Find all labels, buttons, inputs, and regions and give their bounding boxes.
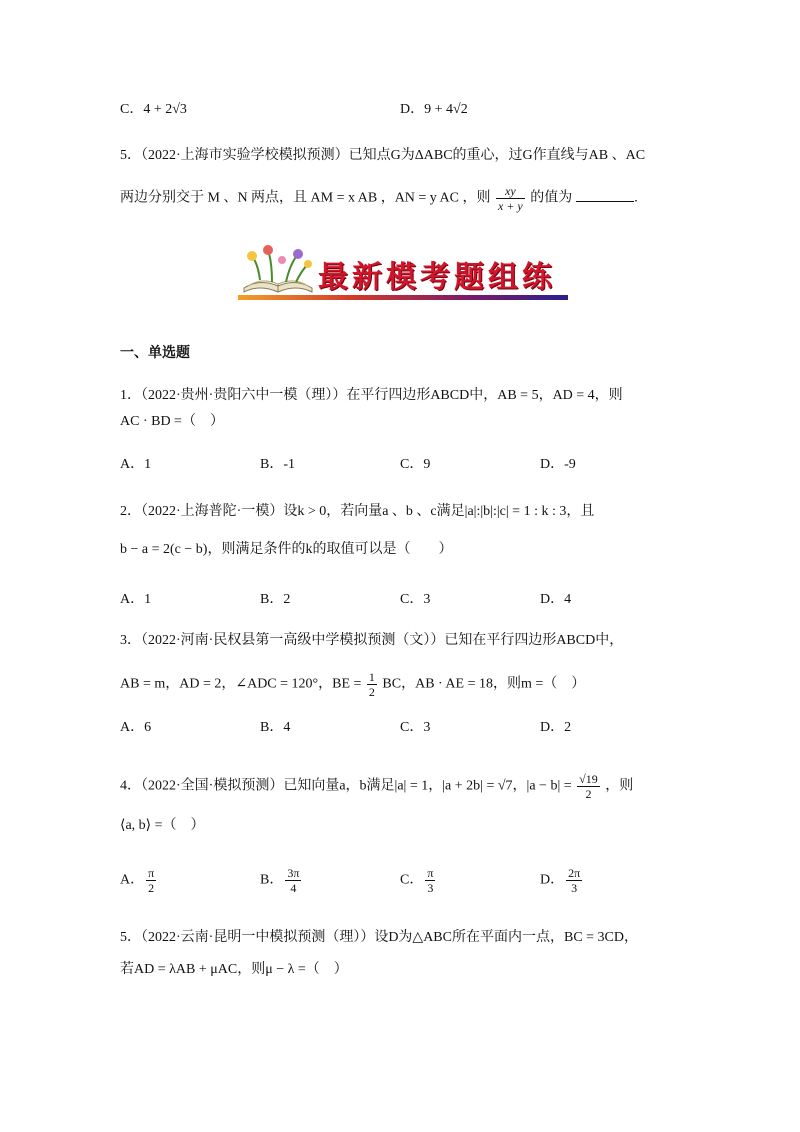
question-2-option-c[interactable]: C．3 bbox=[400, 592, 431, 607]
fill-question-5-line2: 两边分别交于 M 、N 两点，且 AM = x AB ，AN = y AC ，则 $\frac{xy}{x + y}$ 的值为 . bbox=[120, 184, 638, 213]
question-4-option-b[interactable]: B． $\frac{3\pi}{4}$ bbox=[260, 866, 300, 895]
question-3-text-b: BC，AB · AE = 18，则m =（ ） bbox=[382, 676, 586, 692]
option-fraction: $\frac{\pi}{3}$ bbox=[427, 866, 434, 895]
question-1-option-a[interactable]: A．1 bbox=[120, 457, 152, 472]
question-4-option-c[interactable]: C． $\frac{\pi}{3}$ bbox=[400, 866, 434, 895]
question-2-line1: 2．（2022·上海普陀·一模）设k > 0，若向量a 、b 、c满足|a|:|b|:|c| = 1 : k : 3，且 bbox=[120, 504, 595, 519]
question-2-line2: b − a = 2(c − b)，则满足条件的k的取值可以是（ ） bbox=[120, 542, 453, 557]
question-5-line2: 若AD = λAB + μAC，则μ − λ =（ ） bbox=[120, 962, 348, 977]
fill-question-5-text-a: 两边分别交于 M 、N 两点，且 AM = x AB ，AN = y AC ，则 bbox=[120, 190, 491, 206]
question-4-option-d[interactable]: D． $\frac{2\pi}{3}$ bbox=[540, 866, 581, 895]
option-fraction: $\frac{\pi}{2}$ bbox=[148, 866, 155, 895]
question-3-line1: 3．（2022·河南·民权县第一高级中学模拟预测（文））已知在平行四边形ABCD中， bbox=[120, 633, 624, 648]
question-4-line1 bbox=[120, 772, 633, 801]
fraction-numerator: √19 bbox=[579, 772, 598, 786]
question-3-option-a[interactable]: A．6 bbox=[120, 720, 152, 735]
fill-question-5-text-b: 的值为 bbox=[530, 190, 573, 206]
question-3-fraction bbox=[367, 670, 377, 699]
question-3-text-a: AB = m，AD = 2，∠ADC = 120°，BE = bbox=[120, 676, 362, 692]
banner-underline bbox=[238, 295, 568, 300]
prev-option-d: D．9 + 4√2 bbox=[400, 102, 468, 117]
fill-question-5-fraction bbox=[496, 184, 525, 213]
banner-title: 最新模考题组练 bbox=[318, 260, 556, 295]
question-4-text-b: ，则 bbox=[605, 778, 634, 794]
question-1-option-b[interactable]: B．-1 bbox=[260, 457, 295, 472]
question-3-option-d[interactable]: D．2 bbox=[540, 720, 572, 735]
question-4-option-a[interactable]: A． $\frac{\pi}{2}$ bbox=[120, 866, 155, 895]
question-2-option-b[interactable]: B．2 bbox=[260, 592, 291, 607]
fraction-numerator: xy bbox=[496, 184, 525, 199]
fraction-numerator: 1 bbox=[368, 670, 375, 684]
question-5-line1: 5．（2022·云南·昆明一中模拟预测（理））设D为△ABC所在平面内一点，BC = 3CD， bbox=[120, 930, 639, 945]
option-fraction: $\frac{2\pi}{3}$ bbox=[568, 866, 581, 895]
fraction-denominator: x + y bbox=[497, 199, 523, 213]
question-2-option-d[interactable]: D．4 bbox=[540, 592, 572, 607]
fraction-denominator: 2 bbox=[368, 685, 375, 699]
option-fraction: $\frac{3\pi}{4}$ bbox=[287, 866, 300, 895]
question-4-text-a: 4．（2022·全国·模拟预测）已知向量a，b满足|a| = 1，|a + 2b| = √7，|a − b| = bbox=[120, 778, 572, 794]
section-banner bbox=[238, 244, 568, 302]
question-1-option-d[interactable]: D．-9 bbox=[540, 457, 576, 472]
fraction-denominator: 2 bbox=[585, 787, 592, 801]
open-book-flowers-icon bbox=[238, 244, 318, 296]
fill-question-5-line1: 5．（2022·上海市实验学校模拟预测）已知点G为ΔABC的重心，过G作直线与AB 、AC bbox=[120, 148, 646, 163]
question-1-option-c[interactable]: C．9 bbox=[400, 457, 431, 472]
question-3-line2 bbox=[120, 670, 585, 699]
question-3-option-c[interactable]: C．3 bbox=[400, 720, 431, 735]
answer-blank[interactable] bbox=[576, 189, 634, 202]
question-4-line2: ⟨a, b⟩ =（ ） bbox=[120, 818, 205, 833]
prev-option-c: C．4 + 2√3 bbox=[120, 102, 187, 117]
question-3-option-b[interactable]: B．4 bbox=[260, 720, 291, 735]
question-2-option-a[interactable]: A．1 bbox=[120, 592, 152, 607]
question-1-line2: AC · BD =（ ） bbox=[120, 414, 224, 429]
question-4-fraction bbox=[577, 772, 600, 801]
section-title: 一、单选题 bbox=[120, 345, 190, 361]
question-1-line1: 1．（2022·贵州·贵阳六中一模（理））在平行四边形ABCD中，AB = 5，AD = 4，则 bbox=[120, 388, 623, 403]
